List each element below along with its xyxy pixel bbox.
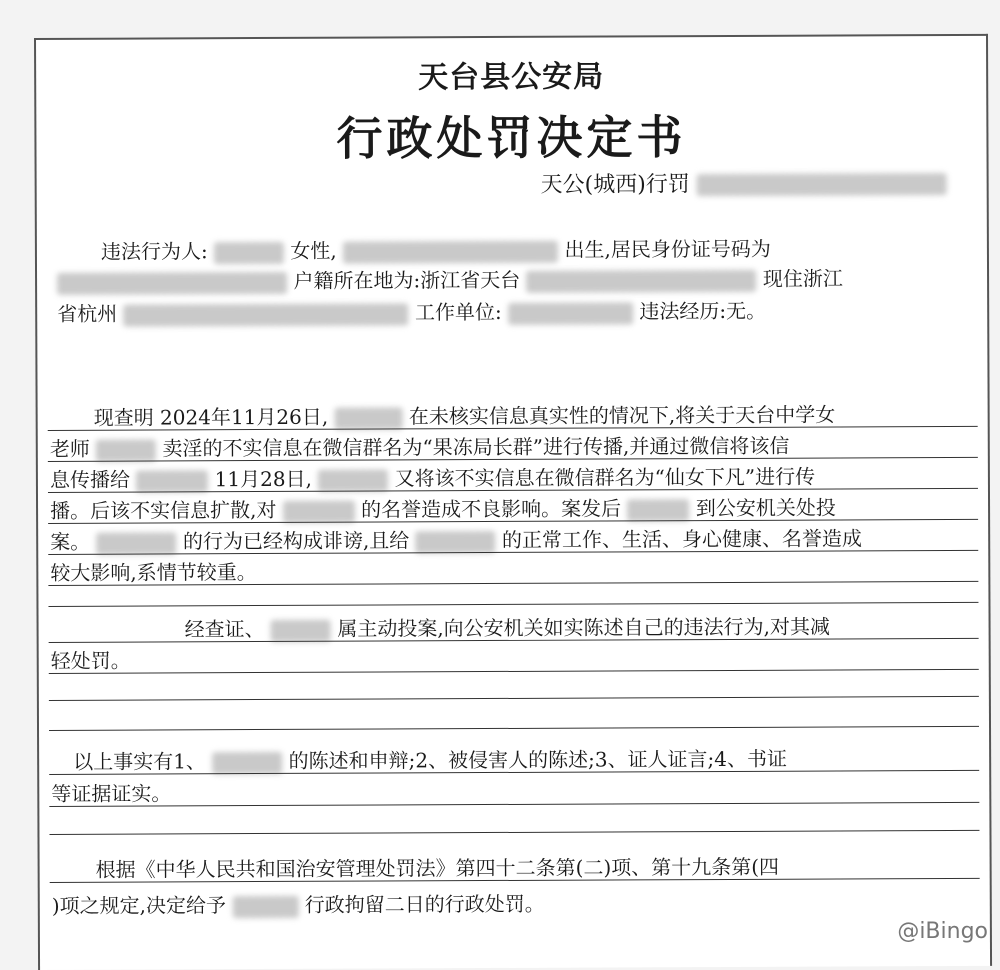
offender-line-1 — [101, 233, 771, 265]
redacted-recipient — [136, 470, 208, 492]
document-number — [541, 166, 947, 199]
redacted-number — [697, 173, 947, 196]
facts-text: 卖淫的不实信息在微信群名为“果冻局长群”进行传播,并通过微信将该信 — [162, 433, 790, 461]
agency-name: 天台县公安局 — [418, 59, 605, 96]
decision-text: 行政拘留二日的行政处罚。 — [304, 891, 545, 917]
facts-line-6: 较大影响,系情节较重。 — [50, 560, 257, 585]
decision-line-2 — [52, 888, 545, 919]
facts-text: 的正常工作、生活、身心健康、名誉造成 — [501, 526, 863, 552]
redacted-name — [318, 469, 388, 491]
facts-text: 到公安机关处投 — [695, 495, 836, 521]
household-label: 户籍所在地为:浙江省天台 — [293, 267, 521, 293]
offender-label: 违法行为人: — [100, 239, 208, 264]
redacted-name — [212, 751, 282, 773]
residence-city: 省杭州 — [57, 301, 118, 326]
facts-date-2: 11月28日, — [214, 466, 312, 492]
redacted-name — [214, 241, 284, 263]
offender-line-2 — [57, 262, 843, 294]
ruled-line — [49, 802, 979, 807]
redacted-name — [97, 532, 177, 554]
decision-line-1: 根据《中华人民共和国治安管理处罚法》第四十二条第(二)项、第十九条第(四 — [95, 854, 780, 882]
id-label: 出生,居民身份证号码为 — [564, 236, 771, 262]
document-title: 行政处罚决定书 — [336, 110, 687, 166]
facts-line-1 — [94, 399, 836, 431]
facts-text: 在未核实信息真实性的情况下,将关于天台中学女 — [408, 402, 836, 429]
decision-text: )项之规定,决定给予 — [51, 893, 227, 918]
ruled-line — [48, 602, 978, 607]
facts-line-2 — [50, 430, 790, 462]
evidence-text: 的陈述和申辩;2、被侵害人的陈述;3、证人证言;4、书证 — [288, 746, 788, 773]
watermark-text: @iBingo — [897, 919, 988, 944]
facts-text: 的名誉造成不良影响。案发后 — [361, 496, 622, 522]
redacted-residence-address — [124, 303, 409, 326]
ruled-line — [49, 696, 979, 701]
facts-text: 案。 — [50, 529, 91, 554]
evidence-line-1 — [73, 743, 787, 775]
redacted-name — [334, 407, 402, 429]
facts-line-3 — [50, 461, 815, 493]
mitigation-text: 属主动投案,向公安机关如实陈述自己的违法行为,对其减 — [337, 614, 831, 641]
record-label: 违法经历:无。 — [639, 298, 767, 324]
employer-label: 工作单位: — [414, 299, 502, 325]
mitigation-line-1 — [185, 611, 831, 643]
gender-text: 女性, — [290, 238, 337, 263]
redacted-employer — [508, 302, 633, 325]
facts-text: 又将该不实信息在微信群名为“仙女下凡”进行传 — [394, 464, 816, 491]
mitigation-text: 经查证、 — [184, 616, 265, 642]
evidence-line-2: 等证据证实。 — [51, 781, 172, 806]
document-page — [34, 34, 992, 970]
ruled-line — [49, 726, 979, 731]
offender-line-3 — [57, 295, 766, 327]
facts-text: 老师 — [49, 436, 90, 461]
ruled-line — [49, 830, 979, 835]
redacted-birthdate — [343, 240, 558, 263]
redacted-victim — [96, 439, 156, 461]
ruled-line — [49, 669, 979, 674]
facts-text: 播。后该不实信息扩散,对 — [50, 497, 277, 523]
redacted-victim — [283, 500, 355, 522]
redacted-name — [232, 895, 298, 917]
facts-label: 现查明 — [93, 405, 154, 430]
redacted-name — [627, 499, 689, 521]
redacted-id-number — [57, 271, 287, 294]
redacted-victim — [416, 530, 496, 552]
facts-text: 息传播给 — [49, 467, 130, 492]
redacted-name — [271, 619, 331, 641]
document-number-prefix: 天公(城西)行罚 — [540, 172, 690, 198]
mitigation-line-2: 轻处罚。 — [50, 648, 131, 673]
facts-date-1: 2024年11月26日, — [159, 404, 329, 430]
evidence-text: 以上事实有1、 — [73, 749, 206, 774]
redacted-household-address — [526, 269, 756, 292]
facts-text: 的行为已经构成诽谤,且给 — [182, 528, 410, 554]
residence-label: 现住浙江 — [762, 266, 843, 291]
